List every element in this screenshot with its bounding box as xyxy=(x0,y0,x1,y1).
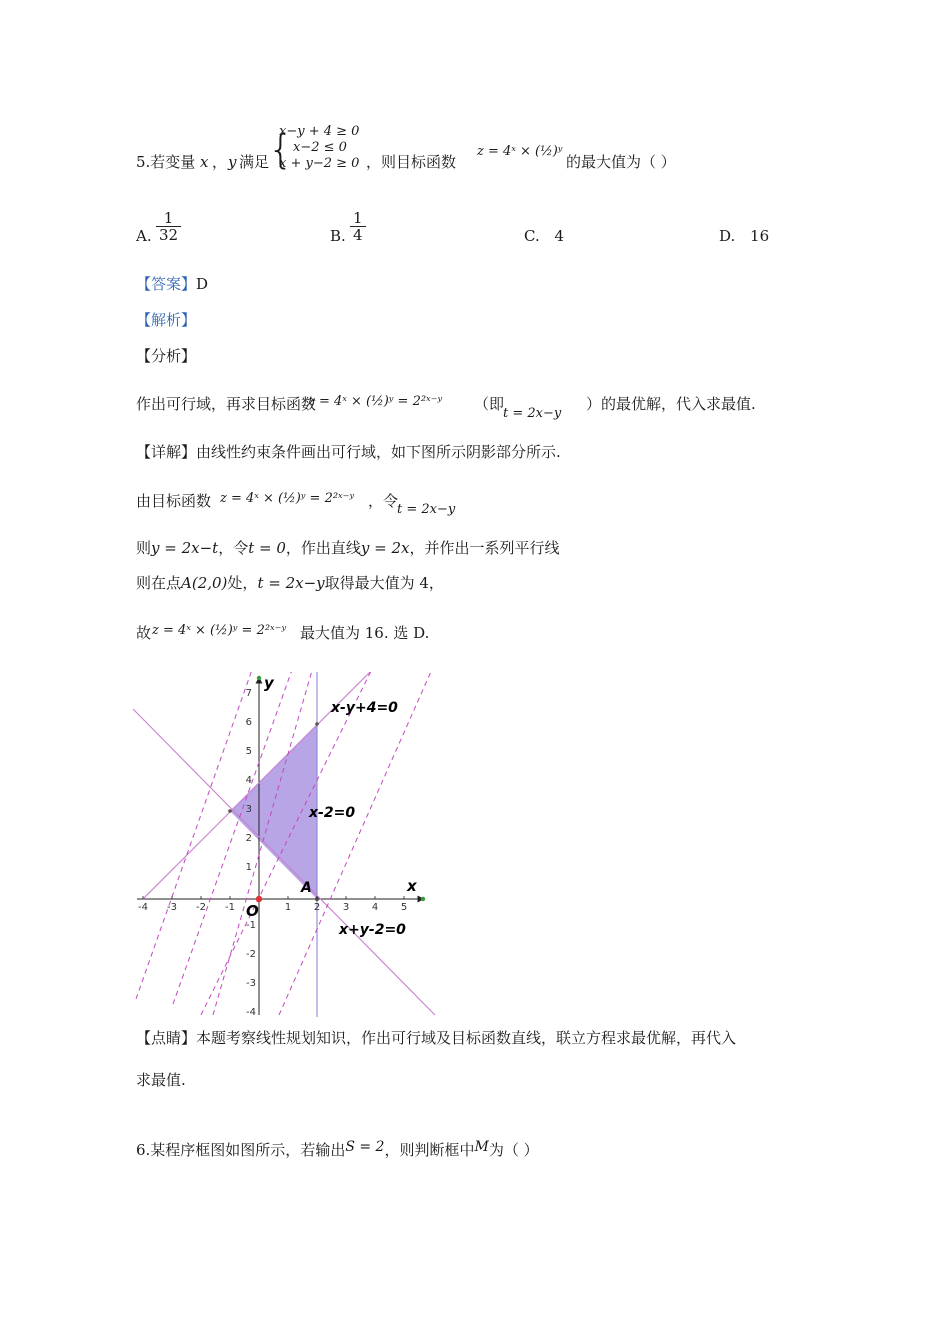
option-b-label: B. xyxy=(330,227,346,245)
detail-line1-text: 由线性约束条件画出可行域，如下图所示阴影部分所示. xyxy=(196,443,561,461)
detail-line2-b: ，令 xyxy=(368,492,399,510)
option-c-value: 4 xyxy=(554,227,565,245)
analysis-line xyxy=(136,383,816,423)
q5-suffix: 的最大值为（ ） xyxy=(566,153,676,171)
q6-middle: ，则判断框中 xyxy=(384,1141,475,1159)
x-tick-label: 2 xyxy=(313,902,321,913)
answer-line xyxy=(136,273,208,295)
answer-value: D xyxy=(196,275,209,293)
q6-formula2: M xyxy=(474,1139,489,1155)
y-tick-label: -2 xyxy=(246,949,256,960)
analysis-formula2: t = 2x−y xyxy=(503,406,562,421)
x-tick-label: 5 xyxy=(400,902,408,913)
option-c-label: C. xyxy=(524,227,540,245)
q5-brace: { xyxy=(268,127,294,173)
y-tick-label: 5 xyxy=(245,746,252,757)
detail-line5-b: 最大值为 16. 选 D. xyxy=(300,624,430,642)
detail-line4-b: 处， xyxy=(227,574,258,592)
y-axis-label: y xyxy=(264,674,274,692)
option-d-label: D. xyxy=(719,227,736,245)
detail-line3-f3: y = 2x xyxy=(360,539,410,557)
detail-tag: 【详解】 xyxy=(136,443,197,461)
x-axis-label: x xyxy=(407,877,417,895)
detail-line4-f2: t = 2x−y xyxy=(257,574,325,592)
y-tick-label: 1 xyxy=(245,862,252,873)
analysis-formula1: z = 4ˣ × (½)ʸ = 2²ˣ⁻ʸ xyxy=(308,394,443,409)
detail-line5 xyxy=(136,612,636,652)
detail-line2 xyxy=(136,480,736,520)
detail-line3-d: ，并作出一系列平行线 xyxy=(409,539,560,557)
option-d xyxy=(719,225,769,247)
answer-tag: 【答案】 xyxy=(136,275,197,293)
detail-line3 xyxy=(136,537,560,559)
option-b-fraction xyxy=(350,210,366,243)
option-d-value: 16 xyxy=(750,227,770,245)
feasible-region xyxy=(230,724,317,899)
constraint-2: x−2 ≤ 0 xyxy=(293,140,347,155)
detail-line3-a: 则 xyxy=(136,539,152,557)
q5-prefix: 5.若变量 xyxy=(136,153,196,171)
detail-line3-b: ，令 xyxy=(218,539,249,557)
q6-prefix: 6.某程序框图如图所示，若输出 xyxy=(136,1141,346,1159)
analysis-text2: （即 xyxy=(474,395,505,413)
x-tick-label: 3 xyxy=(342,902,350,913)
q5-comma: ， xyxy=(212,153,228,171)
y-tick-label: 7 xyxy=(245,688,252,699)
option-c xyxy=(524,225,564,247)
detail-line5-formula: z = 4ˣ × (½)ʸ = 2²ˣ⁻ʸ xyxy=(152,623,287,638)
q5-var-x: x xyxy=(200,153,209,171)
label-line1: x-y+4=0 xyxy=(331,700,398,716)
point-a-label: A xyxy=(301,880,312,896)
detail-line2-formula: z = 4ˣ × (½)ʸ = 2²ˣ⁻ʸ xyxy=(220,491,355,506)
y-tick-label: -3 xyxy=(246,978,256,989)
q5-constraints xyxy=(279,124,359,172)
detail-line4 xyxy=(136,572,444,594)
dianjing-line1 xyxy=(136,1027,736,1049)
dianjing-tag: 【点睛】 xyxy=(136,1029,197,1047)
y-tick-label: -1 xyxy=(246,920,256,931)
feasible-region-graph xyxy=(133,672,438,1017)
detail-line4-c: 取得最大值为 4， xyxy=(324,574,444,592)
constraint-1: x−y + 4 ≥ 0 xyxy=(279,124,360,139)
q6-stem xyxy=(136,1136,539,1161)
jiexi-tag: 【解析】 xyxy=(136,311,197,329)
y-tick-label: 6 xyxy=(245,717,252,728)
option-b-numerator: 1 xyxy=(350,210,366,227)
y-tick-label: 2 xyxy=(245,833,252,844)
q5-satisfy: 满足 xyxy=(239,153,270,171)
option-a-fraction xyxy=(156,210,181,243)
detail-line2-a: 由目标函数 xyxy=(136,492,212,510)
detail-line2-formula2: t = 2x−y xyxy=(397,502,456,517)
option-a-label: A. xyxy=(136,227,152,245)
label-line3: x+y-2=0 xyxy=(339,922,406,938)
line-x-plus-y-minus-2 xyxy=(133,709,435,1015)
q5-objective: z = 4ˣ × (½)ʸ xyxy=(477,144,563,159)
detail-line4-f1: A(2,0) xyxy=(181,574,228,592)
x-tick-label: -3 xyxy=(167,902,177,913)
analysis-text1: 作出可行域，再求目标函数 xyxy=(136,395,317,413)
y-tick-label: 3 xyxy=(245,804,252,815)
x-tick-label: 1 xyxy=(284,902,292,913)
x-tick-label: -4 xyxy=(138,902,148,913)
y-tick-label: -4 xyxy=(246,1007,256,1017)
q6-formula1: S = 2 xyxy=(345,1139,385,1155)
label-line2: x-2=0 xyxy=(309,805,356,821)
q6-suffix: 为（ ） xyxy=(488,1141,539,1159)
option-a-denominator: 32 xyxy=(159,226,179,244)
detail-line1 xyxy=(136,441,561,463)
q5-var-y: y xyxy=(228,153,237,171)
detail-line3-f2: t = 0 xyxy=(248,539,286,557)
constraint-3: x + y−2 ≥ 0 xyxy=(279,156,360,171)
dianjing-text1: 本题考察线性规划知识，作出可行域及目标函数直线，联立方程求最优解，再代入 xyxy=(196,1029,737,1047)
origin-label: O xyxy=(246,902,259,920)
x-tick-label: -2 xyxy=(196,902,206,913)
option-b-denominator: 4 xyxy=(353,226,363,244)
option-a-numerator: 1 xyxy=(156,210,181,227)
y-tick-label: 4 xyxy=(245,775,252,786)
analysis-text3: ）的最优解，代入求最值. xyxy=(586,395,756,413)
detail-line4-a: 则在点 xyxy=(136,574,182,592)
x-tick-label: -1 xyxy=(225,902,235,913)
x-tick-label: 4 xyxy=(371,902,379,913)
q5-middle: ，则目标函数 xyxy=(366,153,457,171)
fenxi-tag: 【分析】 xyxy=(136,347,197,365)
detail-line5-a: 故 xyxy=(136,624,152,642)
parallel-line-3 xyxy=(136,672,253,999)
detail-line3-f1: y = 2x−t xyxy=(151,539,219,557)
dianjing-line2: 求最值. xyxy=(136,1071,186,1089)
detail-line3-c: ，作出直线 xyxy=(285,539,361,557)
